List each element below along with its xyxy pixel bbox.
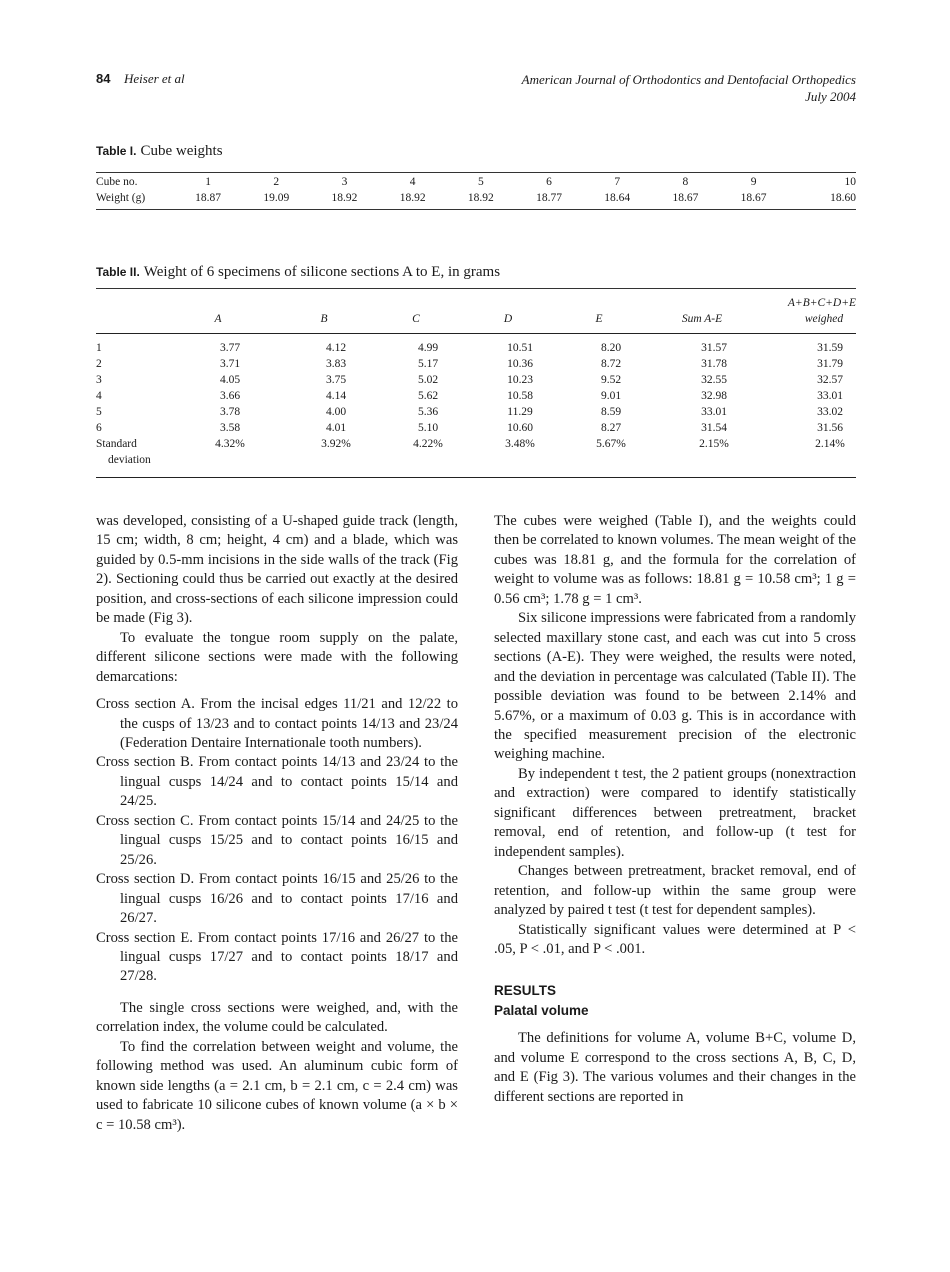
table-cell: 3.75	[325, 374, 347, 386]
table2-title: Weight of 6 specimens of silicone sections A to E, in grams	[143, 264, 501, 280]
paragraph: To find the correlation between weight and volume, the following method was used. An aluminum cubic form of known side lengths (a = 2.1 cm, b = 2.1 cm, c = 2.4 cm) was used to fabricate 10 silicone cubes of known volume (a × b × c = 10.58 cm³).	[96, 1038, 458, 1133]
table-cell: 11.29	[507, 406, 533, 418]
list-item: Cross section B. From contact points 14/13 and 23/24 to the lingual cusps 14/24 and to contact points 15/14 and 24/25.	[96, 754, 458, 810]
table-cell: 3	[341, 176, 348, 188]
table1-top-rule	[96, 172, 856, 173]
table-cell: 19.09	[263, 192, 290, 204]
table-cell: 4.99	[417, 342, 439, 354]
table1-caption	[96, 143, 223, 160]
table-cell: 5.67%	[596, 438, 626, 450]
table-cell: 32.98	[701, 390, 727, 402]
table1-bottom-rule	[96, 209, 856, 210]
table-cell: 10.60	[507, 422, 533, 434]
list-item: Cross section E. From contact points 17/16 and 26/27 to the lingual cusps 17/27 and to contact points 18/17 and 27/28.	[96, 929, 458, 985]
col-header-blank	[96, 313, 160, 329]
table-cell: 31.57	[701, 342, 727, 354]
paragraph: Statistically significant values were determined at P < .05, P < .01, and P < .001.	[494, 921, 856, 957]
list-item: Cross section D. From contact points 16/15 and 25/26 to the lingual cusps 16/26 and to contact points 17/16 and 26/27.	[96, 871, 458, 927]
table-cell: 4.00	[325, 406, 347, 418]
table-cell: 2	[273, 176, 280, 188]
table-cell: deviation	[108, 454, 151, 466]
paragraph: To evaluate the tongue room supply on the palate, different silicone sections were made with the following demarcations:	[96, 629, 458, 685]
table-row	[96, 390, 856, 406]
table-cell: 10.36	[507, 358, 533, 370]
paragraph: The definitions for volume A, volume B+C, volume D, and volume E correspond to the cross sections A, B, C, D, and E (Fig 3). The various volumes and their changes in the different sections are reported in	[494, 1030, 856, 1105]
table-cell: 4.12	[325, 342, 347, 354]
table-cell: 3.78	[219, 406, 241, 418]
table-cell: 8.72	[600, 358, 622, 370]
table-cell: 31.79	[817, 358, 843, 370]
table-cell: 3.66	[219, 390, 241, 402]
table-cell: 18.92	[467, 192, 494, 204]
table-cell: 33.01	[817, 390, 843, 402]
col-header-e: E	[595, 313, 603, 325]
table2-label: Table II.	[96, 265, 140, 279]
col-header-b: B	[320, 313, 328, 325]
col-header-weighed: weighed	[804, 313, 844, 325]
page-number: 84	[96, 71, 111, 86]
table-cell: 32.57	[817, 374, 843, 386]
table-cell: 8	[682, 176, 689, 188]
table-cell: 4.14	[325, 390, 347, 402]
table-cell: 5.62	[417, 390, 439, 402]
table-row	[96, 422, 856, 438]
table-cell: Weight (g)	[96, 192, 146, 204]
table-cell: 31.59	[817, 342, 843, 354]
list-item: Cross section C. From contact points 15/14 and 24/25 to the lingual cusps 15/25 and to contact points 16/15 and 25/26.	[96, 812, 458, 868]
table-cell: 2	[96, 358, 102, 370]
table2-caption	[96, 264, 500, 281]
table-cell: 18.92	[331, 192, 358, 204]
section-heading: RESULTS	[494, 983, 557, 999]
table-cell: 18.87	[195, 192, 222, 204]
table-row	[96, 374, 856, 390]
table-cell: 18.64	[604, 192, 631, 204]
table2-top-rule	[96, 288, 856, 289]
table-cell: 3	[96, 374, 102, 386]
table-cell: 31.54	[701, 422, 727, 434]
col-header-c: C	[412, 313, 420, 325]
col-header-sum: Sum A-E	[681, 313, 723, 325]
table-cell: 2.15%	[699, 438, 729, 450]
table2-header-rule	[96, 333, 856, 334]
table-cell: 5.10	[417, 422, 439, 434]
table-cell: 10.23	[507, 374, 533, 386]
left-column	[96, 512, 458, 1135]
table-row	[96, 192, 856, 208]
table-cell: 18.67	[740, 192, 767, 204]
running-authors: Heiser et al	[124, 71, 185, 86]
subsection-heading: Palatal volume	[494, 1003, 589, 1019]
table-cell: 10	[844, 176, 856, 188]
table-cell: 5	[96, 406, 102, 418]
table-cell: 31.56	[817, 422, 843, 434]
table-cell: 3.77	[219, 342, 241, 354]
table-cell: 5.17	[417, 358, 439, 370]
right-column	[494, 512, 856, 1107]
table2-bottom-rule	[96, 477, 856, 478]
table-cell: 9.52	[600, 374, 622, 386]
col-header-d: D	[503, 313, 513, 325]
paragraph: The single cross sections were weighed, and, with the correlation index, the volume could be calculated.	[96, 999, 458, 1036]
paragraph: Six silicone impressions were fabricated from a randomly selected maxillary stone cast, and each was cut into 5 cross sections (A-E). They were weighed, the results were noted, and the deviation in percentage was calculated (Table II). The possible deviation was found to be between 2.14% and 5.67%, or a maximum of 0.03 g. This is in accordance with the specified measurement precision of the electronic weighing machine.	[494, 610, 856, 763]
table-cell: 5.02	[417, 374, 439, 386]
table-cell: 18.60	[830, 192, 856, 204]
table-cell: 7	[614, 176, 621, 188]
table2	[96, 342, 856, 470]
table-cell: 4	[96, 390, 102, 402]
table1	[96, 176, 856, 208]
table-cell: 18.67	[672, 192, 699, 204]
table-cell: 10.51	[507, 342, 533, 354]
table-cell: 18.77	[536, 192, 562, 204]
table-cell: 4.32%	[215, 438, 245, 450]
table-row	[96, 342, 856, 358]
table1-label: Table I.	[96, 144, 137, 158]
table-cell: 3.71	[219, 358, 241, 370]
table-cell: 9.01	[600, 390, 622, 402]
col-header-combined: A+B+C+D+E	[787, 297, 856, 309]
table-cell: 4.01	[325, 422, 347, 434]
table-cell: 4.05	[219, 374, 241, 386]
table-cell: 8.59	[600, 406, 622, 418]
table2-header	[96, 297, 856, 329]
table-cell: 3.48%	[505, 438, 535, 450]
table-cell: Standard	[96, 438, 137, 450]
table-cell: 2.14%	[815, 438, 845, 450]
table-cell: 33.01	[701, 406, 727, 418]
table-cell: 6	[96, 422, 102, 434]
table-cell: Cube no.	[96, 176, 138, 188]
table-cell: 4.22%	[413, 438, 443, 450]
paragraph: Changes between pretreatment, bracket removal, end of retention, and follow-up within the same group were analyzed by paired t test (t test for dependent samples).	[494, 863, 856, 919]
table-cell: 31.78	[701, 358, 727, 370]
table-row	[96, 438, 856, 454]
table-cell: 1	[205, 176, 211, 188]
paragraph: By independent t test, the 2 patient groups (nonextraction and extraction) were compared to identify statistically significant differences between pretreatment, bracket removal, end of retention, and follow-up (t test for independent samples).	[494, 765, 856, 860]
table-cell: 33.02	[817, 406, 843, 418]
table-cell: 18.92	[399, 192, 426, 204]
journal-title: American Journal of Orthodontics and Dentofacial Orthopedics	[521, 72, 856, 87]
table-cell: 32.55	[701, 374, 727, 386]
table-row	[96, 406, 856, 422]
table-cell: 3.92%	[321, 438, 351, 450]
issue-date: July 2004	[805, 89, 856, 104]
table-row	[96, 358, 856, 374]
table-cell: 5.36	[417, 406, 439, 418]
table-cell: 1	[96, 342, 102, 354]
list-item: Cross section A. From the incisal edges 11/21 and 12/22 to the cusps of 13/23 and to contact points 14/13 and 23/24 (Federation Dentaire Internationale tooth numbers).	[96, 696, 458, 751]
table-cell: 8.27	[600, 422, 622, 434]
table-cell: 3.83	[325, 358, 347, 370]
table1-title: Cube weights	[140, 143, 223, 159]
paragraph: The cubes were weighed (Table I), and the weights could then be correlated to known volumes. The mean weight of the cubes was 18.81 g, and the formula for the correlation of weight to volume was as follows: 18.81 g = 10.58 cm³; 1 g = 0.56 cm³; 1.78 g = 1 cm³.	[494, 513, 856, 607]
table-cell: 9	[750, 176, 757, 188]
table-cell: 10.58	[507, 390, 533, 402]
paragraph: was developed, consisting of a U-shaped guide track (length, 15 cm; width, 8 cm; height, 4 cm) and a blade, which was guided by 0.5-mm incisions in the side walls of the track (Fig 2). Sectioning could thus be carried out exactly at the desired position, and cross-sections of each silicone impression could be made (Fig 3).	[96, 513, 458, 627]
table-cell: 5	[477, 176, 484, 188]
table-row	[96, 176, 856, 192]
col-header-a: A	[214, 313, 222, 325]
table-cell: 3.58	[219, 422, 241, 434]
table-cell: 6	[546, 176, 552, 188]
table-cell: 4	[409, 176, 416, 188]
table-cell: 8.20	[600, 342, 622, 354]
running-journal	[522, 71, 856, 105]
